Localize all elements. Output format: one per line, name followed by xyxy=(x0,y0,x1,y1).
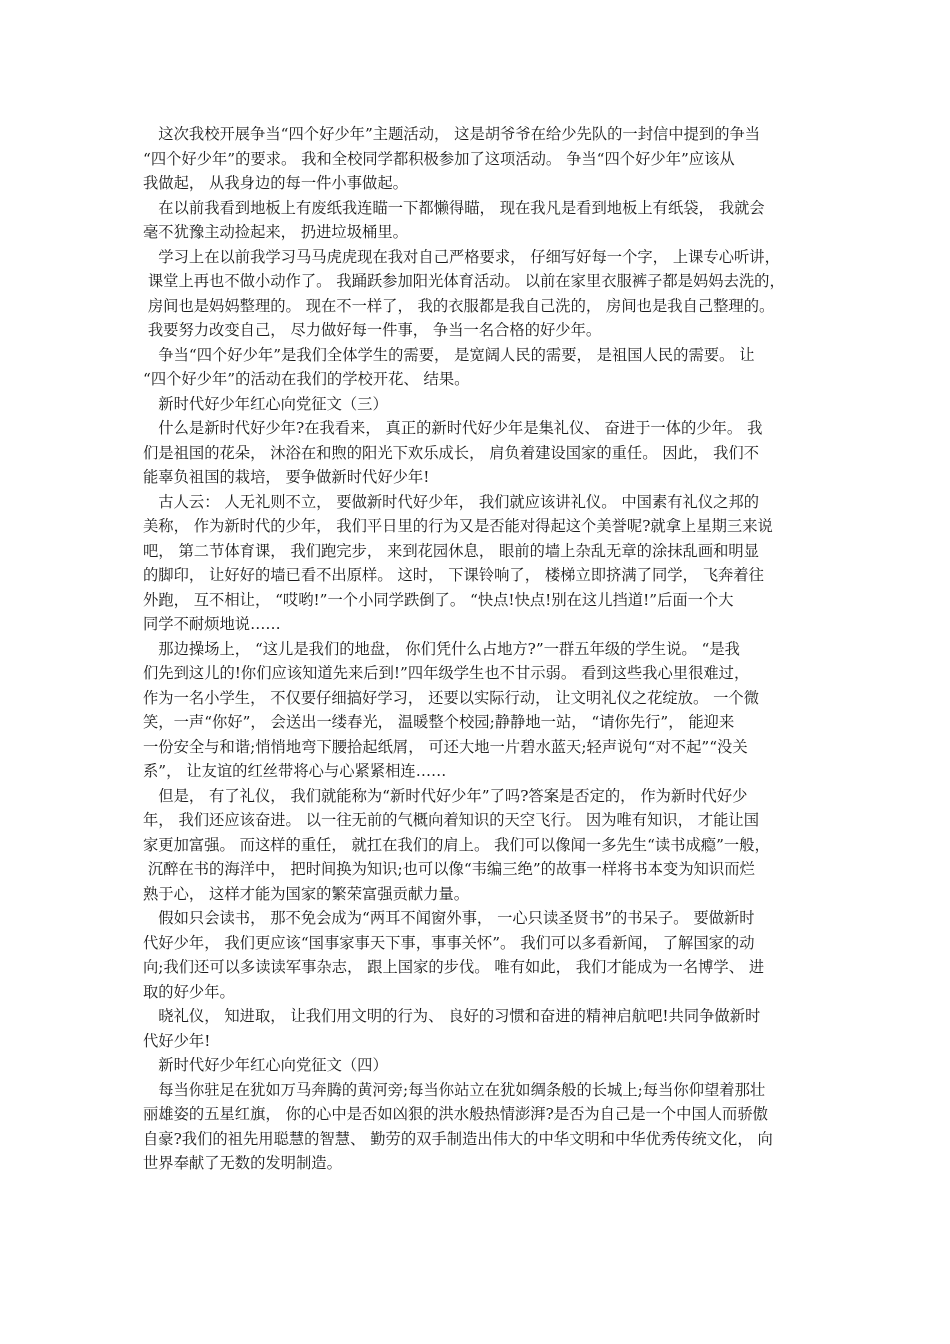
text-line: 这次我校开展争当“四个好少年”主题活动， 这是胡爷爷在给少先队的一封信中提到的争当 xyxy=(143,125,761,143)
text-line: 古人云： 人无礼则不立， 要做新时代好少年， 我们就应该讲礼仪。 中国素有礼仪之邦的 xyxy=(143,492,760,511)
text-line: “四个好少年”的要求。 我和全校同学都积极参加了这项活动。 争当“四个好少年”应该从 xyxy=(143,149,735,168)
text-line: 沉醉在书的海洋中， 把时间换为知识;也可以像“韦编三绝”的故事一样将书本变为知识而烂 xyxy=(143,860,755,878)
text-line: 外跑， 互不相让， “哎哟!”一个小同学跌倒了。 “快点!快点!别在这儿挡道!”后面一个大 xyxy=(143,590,734,609)
text-line: 学习上在以前我学习马马虎虎现在我对自己严格要求， 仔细写好每一个字， 上课专心听讲， xyxy=(143,247,780,266)
text-line: 向;我们还可以多读读军事杂志， 跟上国家的步伐。 唯有如此， 我们才能成为一名博学、 进 xyxy=(143,958,765,976)
text-line: 作为一名小学生， 不仅要仔细搞好学习， 还要以实际行动， 让文明礼仪之花绽放。 一个微 xyxy=(143,688,760,707)
text-line: 什么是新时代好少年?在我看来， 真正的新时代好少年是集礼仪、 奋进于一体的少年。 我 xyxy=(143,419,763,437)
text-line: 晓礼仪， 知进取， 让我们用文明的行为、 良好的习惯和奋进的精神启航吧!共同争做新时 xyxy=(143,1007,761,1025)
text-line: 争当“四个好少年”是我们全体学生的需要， 是宽阔人民的需要， 是祖国人民的需要。 让 xyxy=(143,345,755,364)
text-line: 一份安全与和谐;悄悄地弯下腰拾起纸屑， 可还大地一片碧水蓝天;轻声说句“对不起”“没关 xyxy=(143,737,748,756)
document-body xyxy=(143,122,823,1176)
text-line: 世界奉献了无数的发明制造。 xyxy=(143,1154,342,1172)
section-heading: 新时代好少年红心向党征文（三） xyxy=(143,394,388,413)
text-line: 的脚印， 让好好的墙已看不出原样。 这时， 下课铃响了， 楼梯立即挤满了同学， 飞奔着往 xyxy=(143,566,764,584)
text-line: 每当你驻足在犹如万马奔腾的黄河旁;每当你站立在犹如绸条般的长城上;每当你仰望着那壮 xyxy=(143,1080,766,1099)
text-line: 丽雄姿的五星红旗， 你的心中是否如凶狠的洪水般热情澎湃?是否为自己是一个中国人而骄傲 xyxy=(143,1105,768,1123)
section-heading: 新时代好少年红心向党征文（四） xyxy=(143,1056,388,1074)
text-line: “四个好少年”的活动在我们的学校开花、 结果。 xyxy=(143,370,470,388)
text-line: 取的好少年。 xyxy=(143,982,235,1001)
text-line: 熟于心， 这样才能为国家的繁荣富强贡献力量。 xyxy=(143,884,470,903)
text-line: 课堂上再也不做小动作了。 我踊跃参加阳光体育活动。 以前在家里衣服裤子都是妈妈去洗的， xyxy=(143,272,785,290)
text-line: 我要努力改变自己， 尽力做好每一件事， 争当一名合格的好少年。 xyxy=(143,321,602,339)
text-line: 家更加富强。 而这样的重任， 就扛在我们的肩上。 我们可以像闻一多先生“读书成瘾”一般， xyxy=(143,835,770,854)
text-line: 吧， 第二节体育课， 我们跑完步， 来到花园休息， 眼前的墙上杂乱无章的涂抹乱画和明显 xyxy=(143,541,760,560)
text-line: 房间也是妈妈整理的。 现在不一样了， 我的衣服都是我自己洗的， 房间也是我自己整理的。 xyxy=(143,296,775,315)
text-line: 同学不耐烦地说…… xyxy=(143,615,281,633)
text-line: 代好少年， 我们更应该“国事家事天下事，事事关怀”。 我们可以多看新闻， 了解国家的动 xyxy=(143,933,755,952)
text-line: 美称， 作为新时代的少年， 我们平日里的行为又是否能对得起这个美誉呢?就拿上星期三来说 xyxy=(143,517,773,535)
text-line: 笑，一声“你好”， 会送出一缕春光， 温暖整个校园;静静地一站， “请你先行”， 能迎来 xyxy=(143,713,735,731)
text-line: 假如只会读书， 那不免会成为“两耳不闻窗外事， 一心只读圣贤书”的书呆子。 要做新时 xyxy=(143,909,755,927)
text-line: 但是， 有了礼仪， 我们就能称为“新时代好少年”了吗?答案是否定的， 作为新时代好少 xyxy=(143,786,748,805)
text-line: 自豪?我们的祖先用聪慧的智慧、 勤劳的双手制造出伟大的中华文明和中华优秀传统文化， 向 xyxy=(143,1129,773,1148)
text-line: 那边操场上， “这儿是我们的地盘， 你们凭什么占地方?”一群五年级的学生说。 “是我 xyxy=(143,639,740,658)
text-line: 毫不犹豫主动捡起来， 扔进垃圾桶里。 xyxy=(143,223,408,241)
text-line: 在以前我看到地板上有废纸我连瞄一下都懒得瞄， 现在我凡是看到地板上有纸袋， 我就会 xyxy=(143,198,765,217)
text-line: 年， 我们还应该奋进。 以一往无前的气概向着知识的天空飞行。 因为唯有知识， 才能让国 xyxy=(143,811,760,829)
text-line: 系”， 让友谊的红丝带将心与心紧紧相连…… xyxy=(143,762,447,780)
text-line: 们是祖国的花朵， 沐浴在和煦的阳光下欢乐成长， 肩负着建设国家的重任。 因此， 我们不 xyxy=(143,443,760,462)
text-line: 能辜负祖国的栽培， 要争做新时代好少年! xyxy=(143,468,430,486)
text-line: 们先到这儿的!你们应该知道先来后到!”四年级学生也不甘示弱。 看到这些我心里很难过， xyxy=(143,664,750,682)
text-line: 代好少年! xyxy=(143,1031,211,1050)
text-line: 我做起， 从我身边的每一件小事做起。 xyxy=(143,174,408,192)
